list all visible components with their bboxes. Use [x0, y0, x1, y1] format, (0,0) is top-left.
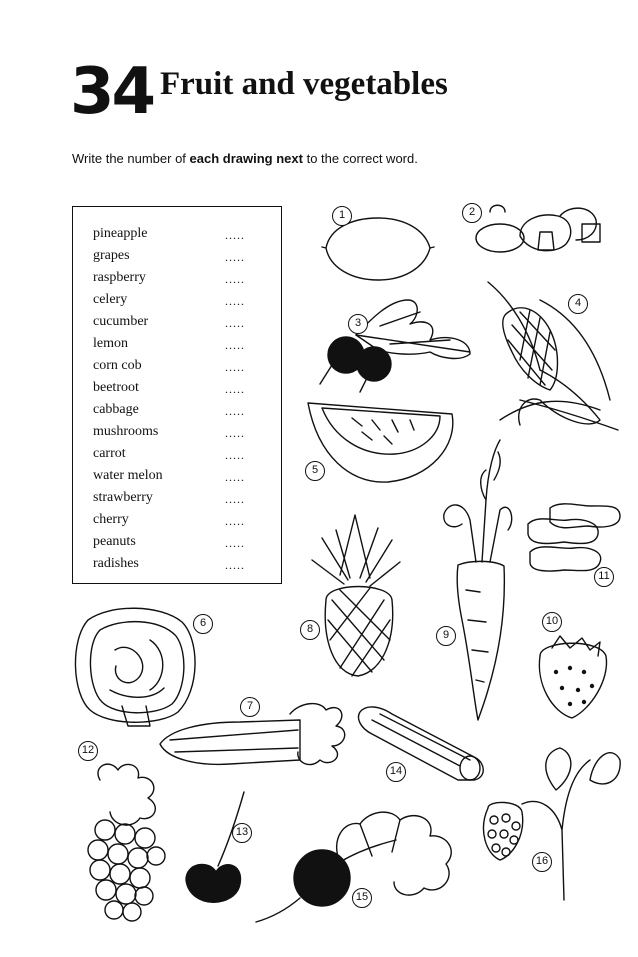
drawing-number-badge: 11 [594, 567, 614, 587]
strawberry-icon [539, 636, 606, 718]
answer-blank[interactable]: ..... [225, 228, 245, 242]
grapes-icon [88, 764, 165, 921]
instruction-bold: each drawing next [189, 151, 303, 166]
cabbage-icon [75, 608, 195, 726]
instruction-post: to the correct word. [302, 151, 418, 166]
answer-blank[interactable]: ..... [225, 250, 245, 264]
word-peanuts: peanuts [93, 534, 136, 549]
drawing-number-badge: 10 [542, 612, 562, 632]
mushrooms-icon [476, 205, 600, 252]
drawing-number-badge: 1 [332, 206, 352, 226]
word-mushrooms: mushrooms [93, 424, 159, 439]
corn-cob-icon [488, 282, 618, 430]
drawing-number-badge: 3 [348, 314, 368, 334]
word-raspberry: raspberry [93, 270, 146, 285]
answer-blank[interactable]: ..... [225, 448, 245, 462]
word-strawberry: strawberry [93, 490, 153, 505]
lemon-icon [322, 218, 434, 280]
answer-blank[interactable]: ..... [225, 360, 245, 374]
answer-blank[interactable]: ..... [225, 558, 245, 572]
word-cherry: cherry [93, 512, 129, 527]
drawing-number-badge: 14 [386, 762, 406, 782]
unit-number: 34 [70, 55, 154, 129]
word-corn-cob: corn cob [93, 358, 142, 373]
word-cucumber: cucumber [93, 314, 149, 329]
answer-blank[interactable]: ..... [225, 316, 245, 330]
drawing-number-badge: 8 [300, 620, 320, 640]
answer-blank[interactable]: ..... [225, 426, 245, 440]
beetroot-icon [256, 812, 451, 922]
answer-blank[interactable]: ..... [225, 294, 245, 308]
drawing-number-badge: 7 [240, 697, 260, 717]
cucumber-icon [359, 707, 484, 780]
answer-blank[interactable]: ..... [225, 470, 245, 484]
word-carrot: carrot [93, 446, 126, 461]
drawing-number-badge: 5 [305, 461, 325, 481]
word-beetroot: beetroot [93, 380, 139, 395]
drawing-number-badge: 4 [568, 294, 588, 314]
drawing-number-badge: 6 [193, 614, 213, 634]
carrot-icon [444, 440, 512, 720]
word-radishes: radishes [93, 556, 139, 571]
word-celery: celery [93, 292, 128, 307]
drawing-number-badge: 9 [436, 626, 456, 646]
answer-blank[interactable]: ..... [225, 272, 245, 286]
word-cabbage: cabbage [93, 402, 139, 417]
word-lemon: lemon [93, 336, 128, 351]
answer-blank[interactable]: ..... [225, 404, 245, 418]
answer-blank[interactable]: ..... [225, 536, 245, 550]
answer-blank[interactable]: ..... [225, 382, 245, 396]
drawing-number-badge: 15 [352, 888, 372, 908]
drawing-number-badge: 16 [532, 852, 552, 872]
page-title: Fruit and vegetables [160, 66, 448, 102]
water-melon-icon [308, 403, 453, 482]
answer-blank[interactable]: ..... [225, 338, 245, 352]
word-water-melon: water melon [93, 468, 163, 483]
peanuts-icon [528, 504, 620, 571]
answer-blank[interactable]: ..... [225, 514, 245, 528]
word-grapes: grapes [93, 248, 130, 263]
drawing-number-badge: 13 [232, 823, 252, 843]
answer-blank[interactable]: ..... [225, 492, 245, 506]
instruction-pre: Write the number of [72, 151, 190, 166]
cherry-icon [186, 792, 244, 902]
drawing-number-badge: 12 [78, 741, 98, 761]
drawing-number-badge: 2 [462, 203, 482, 223]
raspberry-icon [484, 748, 621, 900]
word-pineapple: pineapple [93, 226, 148, 241]
pineapple-icon [312, 515, 400, 676]
radishes-icon [320, 300, 470, 392]
